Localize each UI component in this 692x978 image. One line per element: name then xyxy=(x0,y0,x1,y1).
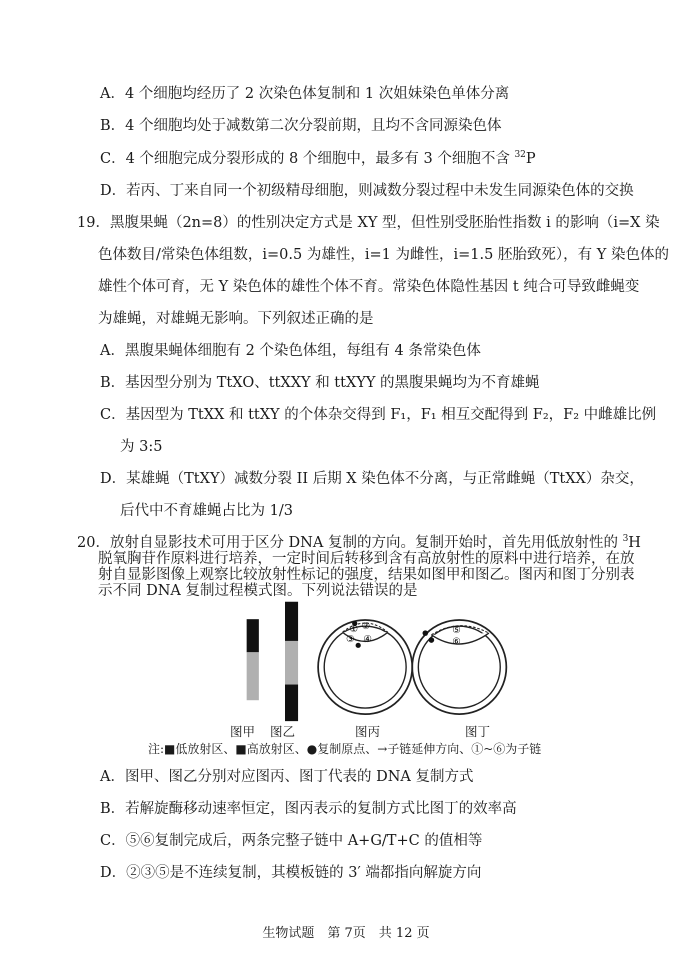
jia-high-segment xyxy=(247,619,259,652)
q19-option-a: A．黑腹果蝇体细胞有 2 个染色体组，每组有 4 条常染色体 xyxy=(100,343,481,359)
bing-diagram xyxy=(318,620,412,714)
q19-option-c: C．基因型为 TtXX 和 ttXY 的个体杂交得到 F₁，F₁ 相互交配得到 F₂，F₂ 中雌雄比例 xyxy=(100,407,657,423)
q18-option-a: A．4 个细胞均经历了 2 次染色体复制和 1 次姐妹染色单体分离 xyxy=(100,86,510,102)
ding-strand-5: ⑤ xyxy=(452,625,461,637)
jia-low-segment xyxy=(247,652,259,700)
q19-stem-line-2: 色体数目/常染色体组数，i=0.5 为雄性，i=1 为雌性，i=1.5 胚胎致死），有 Y 染色体的 xyxy=(98,247,669,263)
ding-strand-6: ⑥ xyxy=(452,636,461,648)
q20-stem-line-3: 射自显影图像上观察比较放射性标记的强度，结果如图甲和图乙。图丙和图丁分别表 xyxy=(98,567,635,583)
q19-option-d: D．某雄蝇（TtXY）减数分裂 II 后期 X 染色体不分离，与正常雌蝇（TtXX）杂交， xyxy=(100,471,644,487)
yi-low-segment xyxy=(285,641,298,685)
label-bing: 图丙 xyxy=(355,724,381,739)
figure-legend: 注:■低放射区、■高放射区、●复制原点、→子链延伸方向、①~⑥为子链 xyxy=(148,742,542,756)
bing-strand-4: ④ xyxy=(363,633,373,645)
q20-option-b: B．若解旋酶移动速率恒定，图丙表示的复制方式比图丁的效率高 xyxy=(100,801,517,817)
q19-option-b: B．基因型分别为 TtXO、ttXXY 和 ttXYY 的黑腹果蝇均为不育雄蝇 xyxy=(100,375,540,391)
q20-stem-line-1: 20．放射自显影技术可用于区分 DNA 复制的方向。复制开始时，首先用低放射性的 $^3$H xyxy=(77,534,641,551)
q18-option-d: D．若丙、丁来自同一个初级精母细胞，则减数分裂过程中未发生同源染色体的交换 xyxy=(100,183,634,199)
ding-origin-a xyxy=(423,630,429,636)
bing-strand-3: ③ xyxy=(346,633,355,645)
yi-high-segment-top xyxy=(285,602,298,641)
q19-option-c-cont: 为 3:5 xyxy=(120,439,163,455)
label-ding: 图丁 xyxy=(465,724,491,739)
q19-stem-line-1: 19．黑腹果蝇（2n=8）的性别决定方式是 XY 型，但性别受胚胎性指数 i 的影响（i=X 染 xyxy=(77,215,660,231)
page-footer: 生物试题 第 7页 共 12 页 xyxy=(262,926,430,941)
q19-stem-line-4: 为雄蝇，对雄蝇无影响。下列叙述正确的是 xyxy=(98,311,374,327)
ding-diagram xyxy=(412,620,506,714)
label-yi: 图乙 xyxy=(270,724,296,739)
bing-strand-1: ① xyxy=(349,624,359,636)
ding-origin-b xyxy=(429,637,435,643)
q19-stem-line-3: 雄性个体可育，无 Y 染色体的雄性个体不育。常染色体隐性基因 t 纯合可导致雌蝇变 xyxy=(98,279,640,295)
q20-option-a: A．图甲、图乙分别对应图丙、图丁代表的 DNA 复制方式 xyxy=(100,769,474,785)
dna-replication-figure xyxy=(146,600,546,722)
yi-high-segment-bottom xyxy=(285,685,298,722)
q18-option-c: C．4 个细胞完成分裂形成的 8 个细胞中，最多有 3 个细胞不含 $^{32}$P xyxy=(100,150,536,167)
bing-origin-bottom xyxy=(356,643,361,648)
q20-option-d: D．②③⑤是不连续复制，其模板链的 3′ 端都指向解旋方向 xyxy=(100,865,482,881)
bing-strand-2: ② xyxy=(361,620,371,632)
q19-option-d-cont: 后代中不育雄蝇占比为 1/3 xyxy=(120,503,293,519)
q18-option-b: B．4 个细胞均处于减数第二次分裂前期，且均不含同源染色体 xyxy=(100,118,502,134)
label-jia: 图甲 xyxy=(230,724,256,739)
q20-stem-line-2: 脱氧胸苷作原料进行培养，一定时间后转移到含有高放射性的原料中进行培养，在放 xyxy=(98,551,635,567)
q20-stem-line-4: 示不同 DNA 复制过程模式图。下列说法错误的是 xyxy=(98,583,418,599)
q20-option-c: C．⑤⑥复制完成后，两条完整子链中 A+G/T+C 的值相等 xyxy=(100,833,483,849)
